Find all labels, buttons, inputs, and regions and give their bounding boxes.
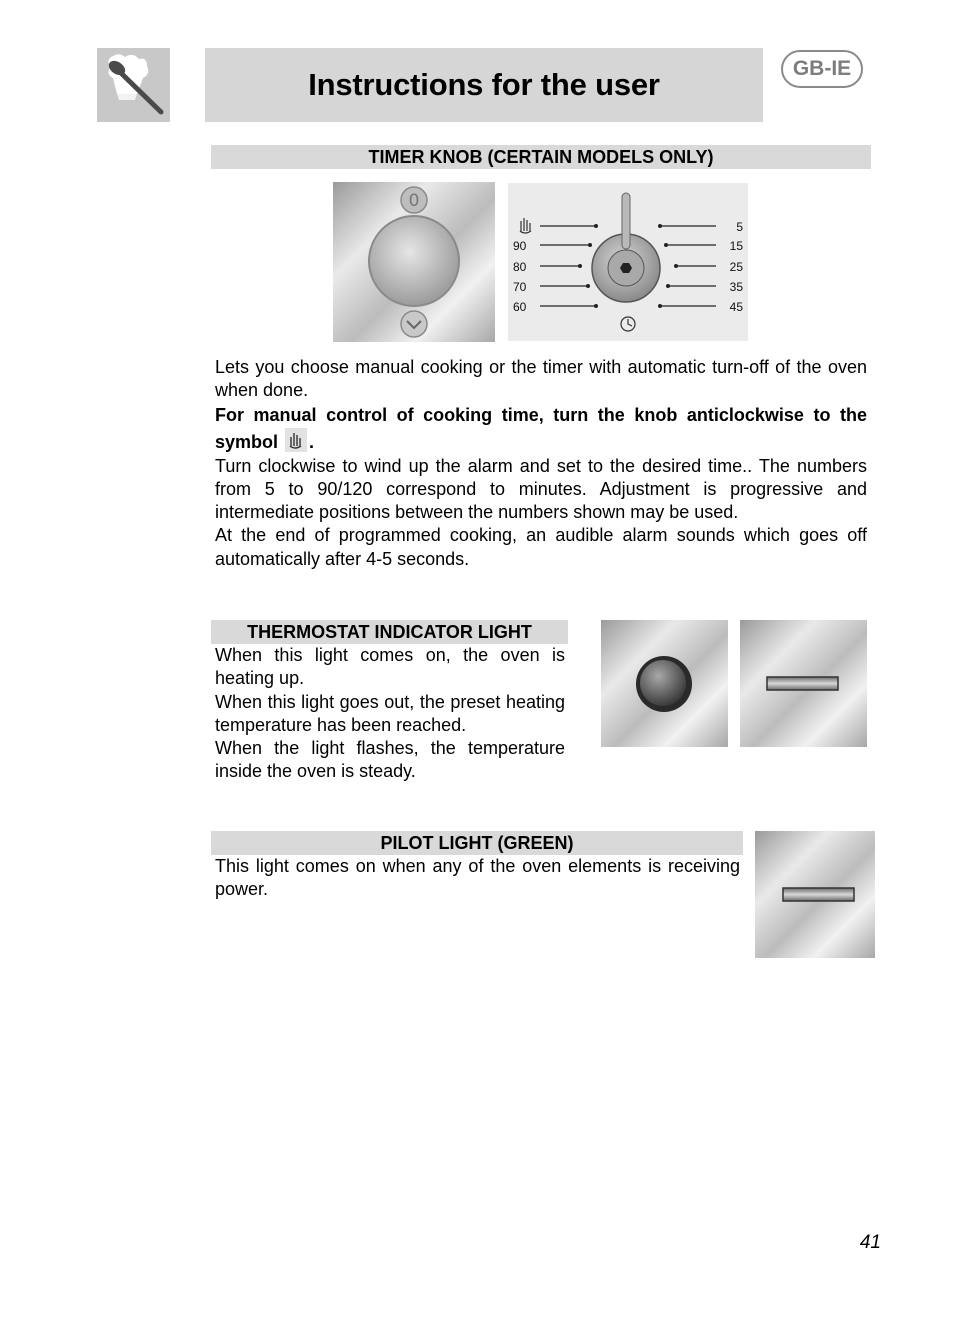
section-heading-pilot [211, 831, 743, 855]
dial-right-label: 25 [729, 260, 743, 274]
hand-symbol-icon [285, 428, 307, 452]
section-heading-text: THERMOSTAT INDICATOR LIGHT [247, 622, 532, 642]
timer-paragraph-1: Lets you choose manual cooking or the timer with automatic turn-off of the oven when done. [215, 357, 867, 401]
dial-left-label: 90 [513, 239, 527, 253]
language-badge [781, 50, 863, 88]
page-title: Instructions for the user [308, 67, 660, 102]
thermostat-paragraph-2: When this light goes out, the preset heating temperature has been reached. [215, 691, 565, 735]
timer-paragraph-4: At the end of programmed cooking, an audible alarm sounds which goes off automatically after 4-5 seconds. [215, 525, 867, 569]
section-heading-thermostat [211, 620, 568, 644]
clock-icon [621, 317, 635, 331]
language-code: GB-IE [792, 57, 852, 80]
dial-right-label: 5 [736, 220, 743, 234]
pilot-paragraph-1: This light comes on when any of the oven elements is receiving power. [215, 856, 740, 900]
section-heading-timer [211, 145, 871, 169]
page-number: 41 [859, 1232, 881, 1253]
thermostat-light-bar-photo [740, 620, 867, 747]
pilot-description [215, 855, 740, 902]
timer-dial-diagram [508, 183, 748, 341]
dial-right-label: 45 [729, 300, 743, 314]
section-heading-text: PILOT LIGHT (GREEN) [380, 833, 574, 853]
chef-spoon-icon [97, 48, 170, 122]
timer-description [215, 356, 867, 571]
timer-paragraph-2 [215, 403, 867, 455]
svg-text:0: 0 [408, 191, 420, 211]
thermostat-paragraph-3: When the light flashes, the temperature inside the oven is steady. [215, 738, 565, 782]
thermostat-description [215, 644, 565, 784]
dial-right-label: 35 [729, 280, 743, 294]
dial-left-label: 70 [513, 280, 527, 294]
timer-paragraph-3: Turn clockwise to wind up the alarm and set to the desired time.. The numbers from 5 to 90/120 correspond to minutes. Adjustment is progressive and intermediate positions between the numbers shown may be used. [215, 455, 867, 523]
hand-icon [520, 218, 531, 233]
pilot-light-bar-photo [755, 831, 875, 958]
section-heading-text: TIMER KNOB (CERTAIN MODELS ONLY) [368, 147, 714, 167]
page-title-bar [205, 48, 763, 122]
timer-paragraph-2-text: For manual control of cooking time, turn the knob anticlockwise to the symbol [215, 404, 867, 452]
thermostat-light-round-photo [601, 620, 728, 747]
dial-left-label: 80 [513, 260, 527, 274]
dial-right-label: 15 [729, 239, 743, 253]
timer-paragraph-2-end: . [309, 431, 315, 452]
dial-left-label: 60 [513, 300, 527, 314]
timer-knob-photo [333, 182, 495, 342]
thermostat-paragraph-1: When this light comes on, the oven is heating up. [215, 645, 565, 689]
